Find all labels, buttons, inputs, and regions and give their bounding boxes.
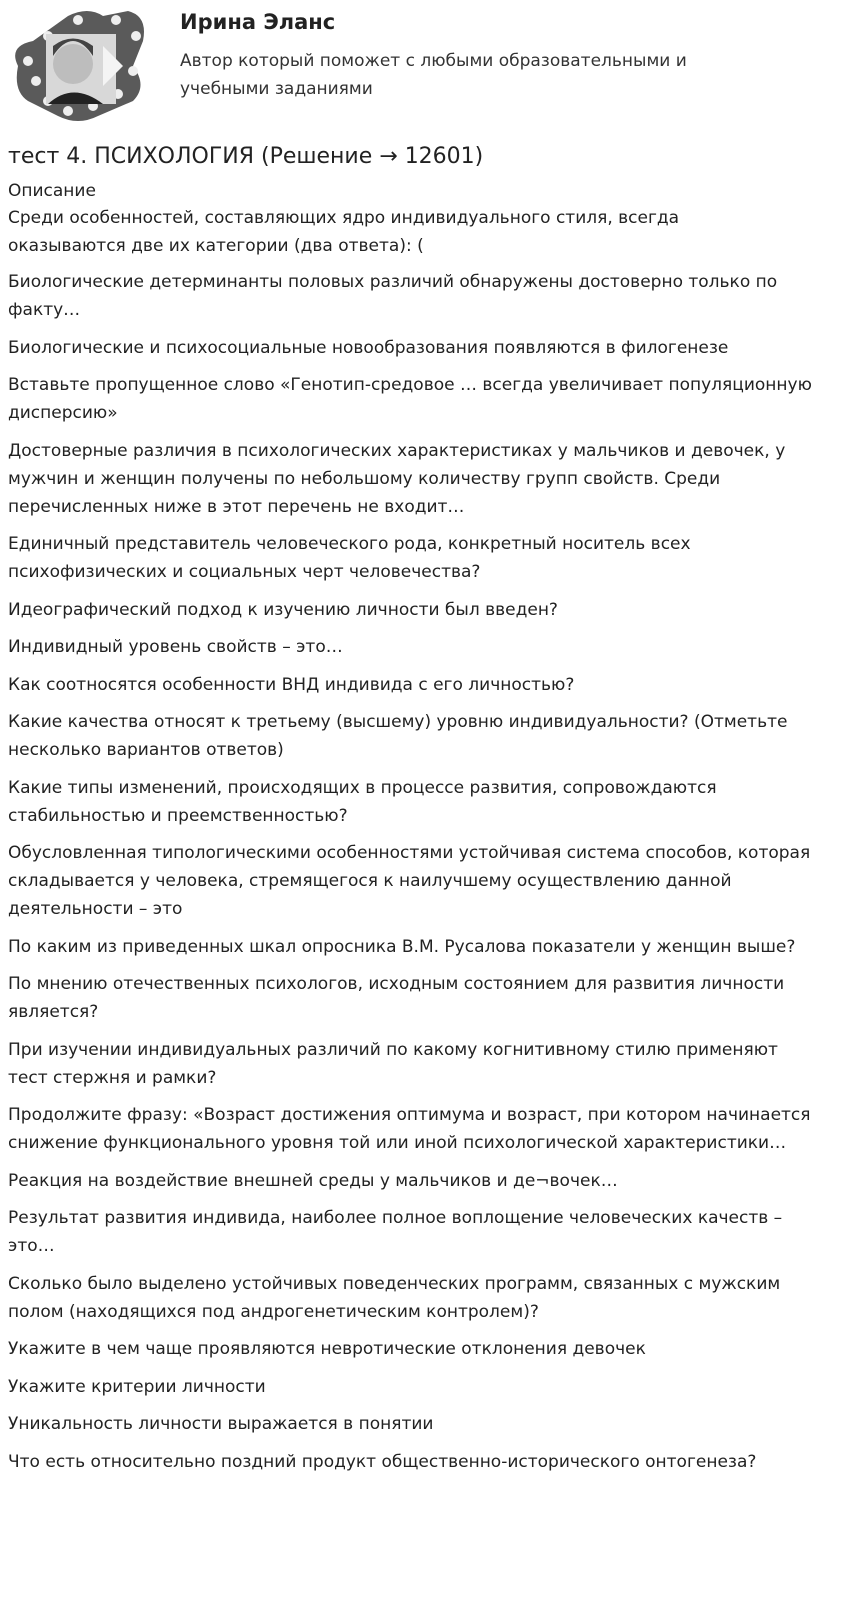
question-list [8,268,818,1476]
list-item[interactable]: Индивидный уровень свойств – это… [8,637,343,657]
list-item[interactable]: Укажите критерии личности [8,1376,266,1397]
list-item[interactable]: Что есть относительно поздний продукт общественно-исторического онтогенеза? [8,1451,757,1472]
list-item[interactable]: Уникальность личности выражается в понятии [8,1414,434,1434]
list-item[interactable]: Результат развития индивида, наиболее полное воплощение человеческих качеств – это… [8,1208,783,1256]
list-item[interactable]: При изучении индивидуальных различий по какому когнитивному стилю применяют тест стержня и рамки? [8,1039,778,1088]
list-item[interactable]: Сколько было выделено устойчивых поведенческих программ, связанных с мужским полом (находящихся под андрогенетическим контролем)? [8,1273,781,1322]
page-title: тест 4. ПСИХОЛОГИЯ (Решение → 12601) [8,144,484,169]
description-text: Среди особенностей, составляющих ядро индивидуального стиля, всегда оказываются две их категории (два ответа): ( [8,208,680,256]
author-header [0,0,847,130]
list-item[interactable]: По мнению отечественных психологов, исходным состоянием для развития личности является? [8,974,785,1022]
author-avatar [8,6,148,124]
description-label: Описание [8,181,96,201]
list-item[interactable]: Единичный представитель человеческого рода, конкретный носитель всех психофизических и социальных черт человечества? [8,534,691,582]
author-name[interactable]: Ирина Эланс [180,10,336,34]
list-item[interactable]: Продолжите фразу: «Возраст достижения оптимума и возраст, при котором начинается снижение функционального уровня той или иной психологической характеристики… [8,1105,811,1153]
list-item[interactable]: Идеографический подход к изучению личности был введен? [8,599,558,620]
list-item[interactable]: Укажите в чем чаще проявляются невротические отклонения девочек [8,1339,646,1359]
author-description: Автор который поможет с любыми образовательными и учебными заданиями [180,51,687,99]
list-item[interactable]: Какие типы изменений, происходящих в процессе развития, сопровождаются стабильностью и преемственностью? [8,777,717,826]
list-item[interactable]: Реакция на воздействие внешней среды у мальчиков и де¬вочек… [8,1170,618,1191]
list-item[interactable]: Достоверные различия в психологических характеристиках у мальчиков и девочек, у мужчин и женщин получены по небольшому количеству групп свойств. Среди перечисленных ниже в этот перечень не входит… [8,440,786,517]
list-item[interactable]: Как соотносятся особенности ВНД индивида с его личностью? [8,674,575,695]
list-item[interactable]: Обусловленная типологическими особенностями устойчивая система способов, которая складывается у человека, стремящегося к наилучшему осуществлению данной деятельности – это [8,843,811,919]
list-item[interactable]: Какие качества относят к третьему (высшему) уровню индивидуальности? (Отметьте несколько вариантов ответов) [8,712,788,760]
list-item[interactable]: Биологические детерминанты половых различий обнаружены достоверно только по факту… [8,272,778,320]
list-item[interactable]: По каким из приведенных шкал опросника В.М. Русалова показатели у женщин выше? [8,936,796,957]
list-item[interactable]: Биологические и психосоциальные новообразования появляются в филогенезе [8,337,729,358]
list-item[interactable]: Вставьте пропущенное слово «Генотип-средовое … всегда увеличивает популяционную дисперсию» [8,375,812,423]
